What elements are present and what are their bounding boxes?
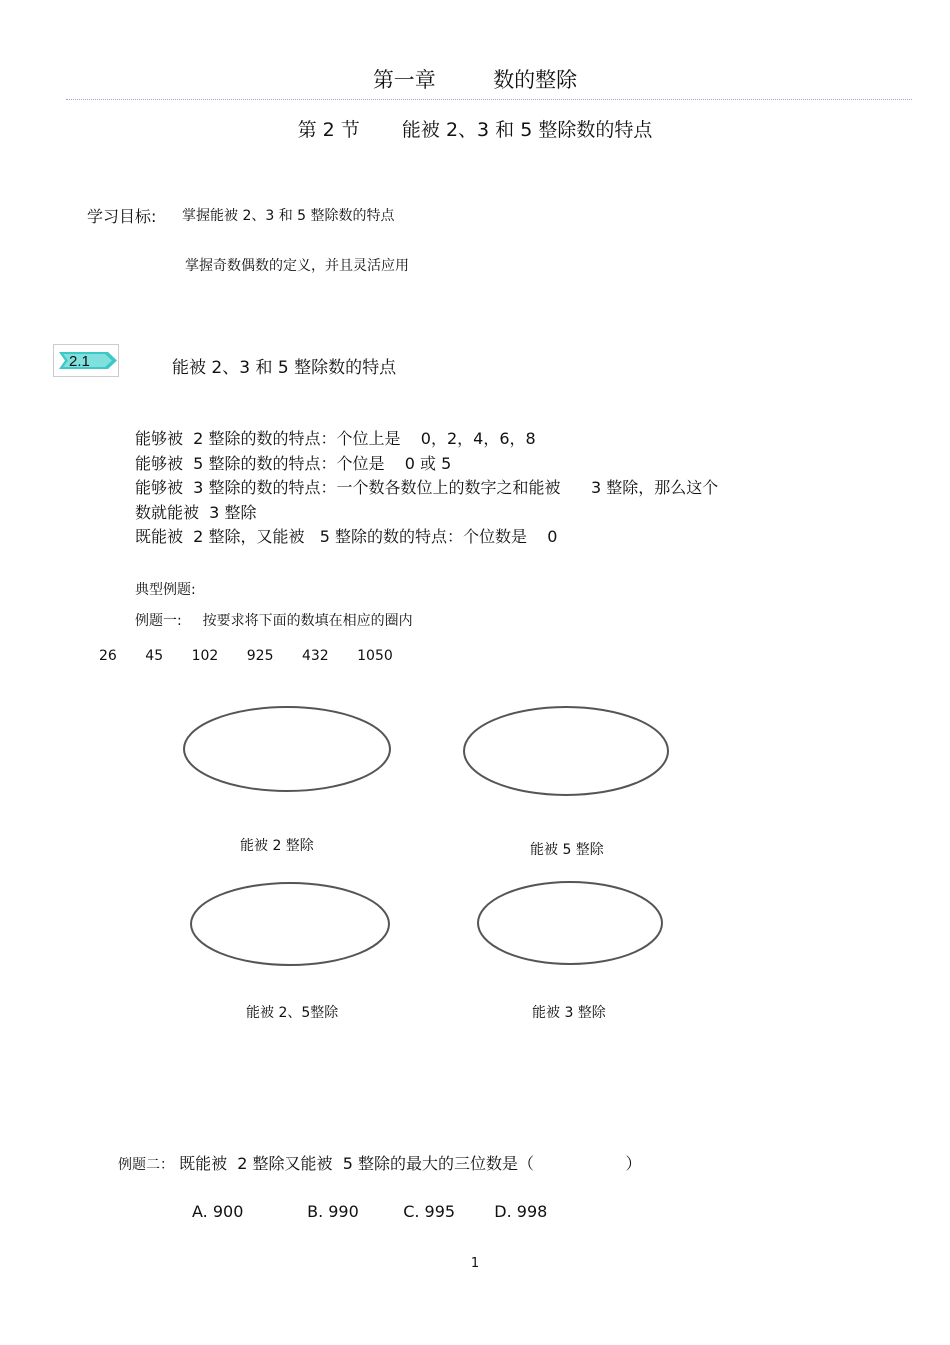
answer-circle[interactable] <box>474 878 666 968</box>
number-item: 102 <box>191 648 219 664</box>
number-item: 26 <box>99 648 117 664</box>
example1-text: 按要求将下面的数填在相应的圈内 <box>202 613 413 629</box>
example-heading: 典型例题: <box>135 582 196 598</box>
rules-list <box>135 427 815 550</box>
section-badge-label: 2.1 <box>69 353 90 370</box>
number-item: 45 <box>145 648 164 664</box>
example2-label: 例题二： <box>118 1157 174 1173</box>
number-list <box>99 648 417 664</box>
choice-item[interactable]: C. 995 <box>403 1202 456 1221</box>
example1-label: 例题一: <box>135 613 182 629</box>
rule-line: 既能被 2 整除，又能被 5 整除的数的特点：个位数是 0 <box>135 527 558 546</box>
choice-list <box>192 1202 547 1221</box>
rule-line: 数就能被 3 整除 <box>135 502 257 522</box>
choice-item[interactable]: D. 998 <box>494 1202 548 1221</box>
goals-label: 学习目标: <box>87 207 157 226</box>
goal-item: 掌握能被 2、3 和 5 整除数的特点 <box>182 208 395 224</box>
section-badge <box>53 344 119 377</box>
subsection-title: 能被 2、3 和 5 整除数的特点 <box>172 358 397 378</box>
section-title: 能被 2、3 和 5 整除数的特点 <box>401 119 653 141</box>
circle-caption: 能被 3 整除 <box>532 1005 606 1021</box>
answer-circle[interactable] <box>180 703 394 795</box>
circle-caption: 能被 2、5整除 <box>246 1005 339 1021</box>
rule-line: 能够被 5 整除的数的特点：个位是 0 或 5 <box>135 453 452 473</box>
answer-circle[interactable] <box>460 703 672 799</box>
chapter-title: 数的整除 <box>493 68 578 92</box>
number-item: 1050 <box>357 648 393 664</box>
example1 <box>135 610 413 630</box>
chapter-number: 第一章 <box>372 68 436 92</box>
example2 <box>118 1151 642 1174</box>
number-item: 432 <box>301 648 329 664</box>
answer-circle[interactable] <box>187 879 393 969</box>
goal-item: 掌握奇数偶数的定义，并且灵活应用 <box>185 258 409 274</box>
chapter-heading <box>0 64 950 94</box>
number-item: 925 <box>246 648 274 664</box>
circle-caption: 能被 2 整除 <box>240 838 314 854</box>
rule-line: 能够被 3 整除的数的特点：一个数各数位上的数字之和能被 3 整除，那么这个 <box>135 478 719 497</box>
section-heading <box>0 115 950 142</box>
example2-question: 既能被 2 整除又能被 5 整除的最大的三位数是（ ） <box>179 1154 642 1173</box>
choice-item[interactable]: B. 990 <box>307 1202 359 1221</box>
circle-caption: 能被 5 整除 <box>530 842 604 858</box>
header-divider <box>66 99 912 100</box>
choice-item[interactable]: A. 900 <box>192 1202 244 1221</box>
rule-line: 能够被 2 整除的数的特点：个位上是 0，2，4，6，8 <box>135 429 536 448</box>
section-number: 第 2 节 <box>297 119 360 141</box>
page-number: 1 <box>470 1256 480 1271</box>
